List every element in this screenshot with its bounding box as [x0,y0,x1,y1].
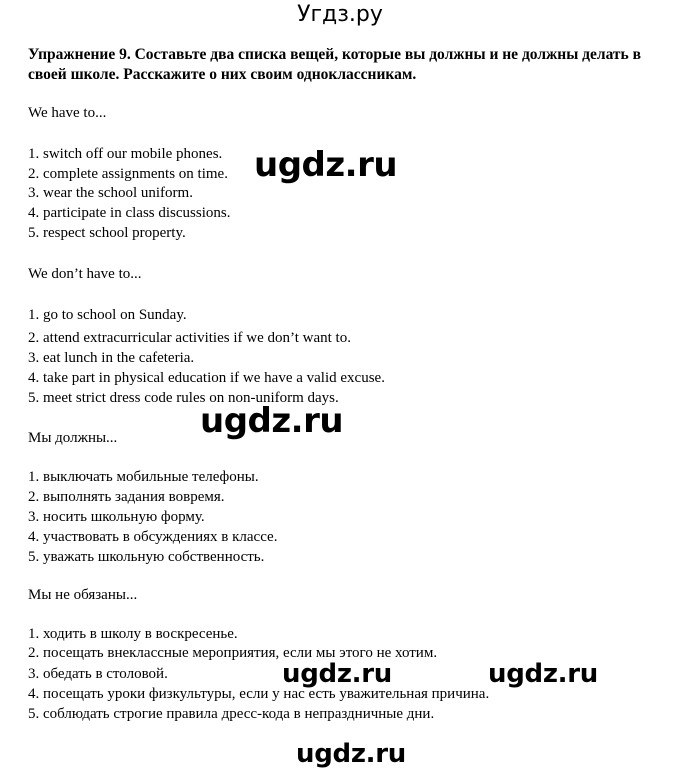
list-item: 4. участвовать в обсуждениях в классе. [28,529,278,545]
list-item: 3. eat lunch in the cafeteria. [28,350,195,366]
section-heading-my-dolzhny: Мы должны... [28,430,118,446]
section-heading-my-ne-obyazany: Мы не обязаны... [28,587,138,603]
section-heading-we-dont-have-to: We don’t have to... [28,266,142,282]
watermark: ugdz.ru [296,739,406,769]
list-item: 2. attend extracurricular activities if we don’t want to. [28,330,351,346]
task-heading: Упражнение 9. Составьте два списка вещей, которые вы должны и не должны делать в своей школе. Расскажите о них своим одноклассникам. [28,46,641,83]
list-item: 1. switch off our mobile phones. [28,146,223,162]
list-item: 4. participate in class discussions. [28,205,231,221]
list-item: 2. выполнять задания вовремя. [28,489,225,505]
list-item: 2. посещать внеклассные мероприятия, если мы этого не хотим. [28,645,438,661]
section-heading-we-have-to: We have to... [28,105,107,121]
list-item: 5. meet strict dress code rules on non-uniform days. [28,390,339,406]
watermark: ugdz.ru [488,659,598,689]
watermark: ugdz.ru [200,401,344,441]
site-title: Угдз.ру [297,2,383,27]
list-item: 1. выключать мобильные телефоны. [28,469,259,485]
list-item: 5. соблюдать строгие правила дресс-кода в непраздничные дни. [28,706,435,722]
list-item: 4. take part in physical education if we have a valid excuse. [28,370,385,386]
list-item: 1. ходить в школу в воскресенье. [28,626,238,642]
list-item: 4. посещать уроки физкультуры, если у нас есть уважительная причина. [28,686,490,702]
list-item: 2. complete assignments on time. [28,166,228,182]
list-item: 5. respect school property. [28,225,186,241]
watermark: ugdz.ru [282,659,392,689]
list-item: 3. wear the school uniform. [28,185,193,201]
list-item: 3. обедать в столовой. [28,666,168,682]
watermark: ugdz.ru [254,145,398,185]
list-item: 5. уважать школьную собственность. [28,549,265,565]
list-item: 1. go to school on Sunday. [28,307,187,323]
list-item: 3. носить школьную форму. [28,509,205,525]
